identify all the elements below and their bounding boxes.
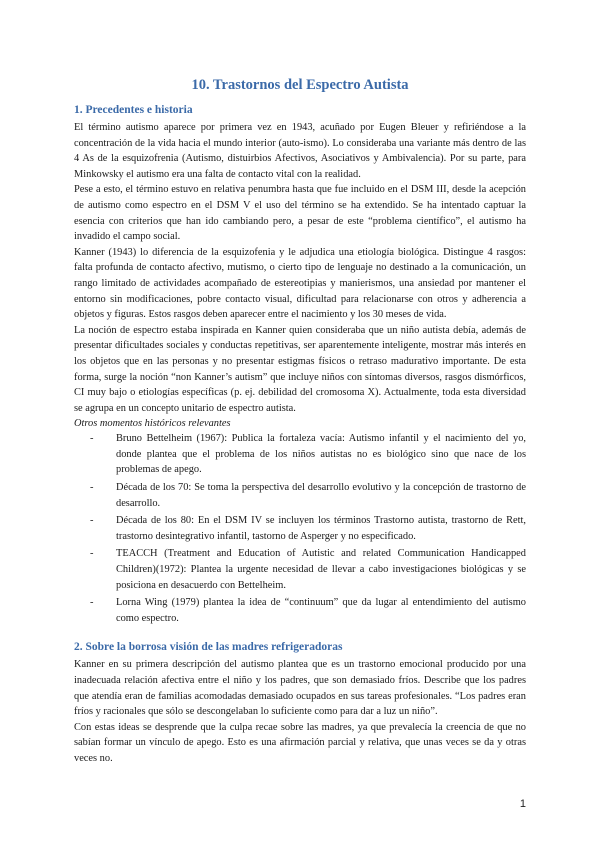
list-item [90, 513, 526, 544]
document-page [74, 76, 526, 767]
section-1-paragraph-2: Pese a esto, el término estuvo en relativa penumbra hasta que fue incluido en el DSM III, desde la acepción de autismo como espectro en el DSM V el uso del término se ha extendido. Se ha intentado captuar la esencia con criterios que han ido cambiando pero, a pesar de este “problema científico”, el autismo ha invadido el campo social. [74, 184, 526, 243]
page-number: 1 [519, 798, 526, 810]
section-1-paragraph-1: El término autismo aparece por primera vez en 1943, acuñado por Eugen Bleuer y refiriéndose a la concentración de la vida hacia el mundo interior (auto-ismo). Lo consideraba una variante más dentro de las 4 As de la esquizofrenia (Autismo, distuirbios Afectivos, Asociativos y Ambivalencia). Por su parte, para Minkowsky el autismo era una falta de contacto vital con la realidad. [74, 122, 526, 180]
list-item [90, 595, 526, 626]
dash-bullet: - [90, 548, 94, 560]
list-item-text: Década de los 70: Se toma la perspectiva del desarrollo evolutivo y la concepción de trastorno de desarrollo. [116, 482, 526, 509]
list-item [90, 546, 526, 593]
section-1-paragraph-3: Kanner (1943) lo diferencia de la esquizofenia y le adjudica una etiología biológica. Distingue 4 rasgos: falta profunda de contacto afectivo, mutismo, o cierto tipo de lenguaje no destinado a la comunicación, un rango limitado de actividades acompañado de estereotipias y manierismos, una ansiedad por mantener el entorno sin modificaciones, pobre contacto visual, dificultad para relacionarse con otros y adherencia a objetos y figuras. Estos rasgos deben aparecer entre el nacimiento y los 30 meses de vida. [74, 246, 526, 321]
section-2-paragraph-2: Con estas ideas se desprende que la culpa recae sobre las madres, ya que prevalecía la creencia de que no sabían formar un vínculo de apego. Esto es una afirmación parcial y relativa, que unas veces se da y otras veces no. [74, 721, 526, 764]
dash-bullet: - [90, 515, 94, 527]
dash-bullet: - [90, 433, 94, 445]
dash-bullet: - [90, 482, 94, 494]
section-2-heading: 2. Sobre la borrosa visión de las madres refrigeradoras [74, 641, 343, 654]
historical-moments-list [74, 431, 526, 626]
dash-bullet: - [90, 597, 94, 609]
list-item [90, 431, 526, 478]
section-1-heading: 1. Precedentes e historia [74, 104, 193, 116]
section-1-subheading: Otros momentos históricos relevantes [74, 418, 231, 430]
section-2-paragraph-1: Kanner en su primera descripción del autismo plantea que es un trastorno emocional producido por una inadecuada relación afectiva entre el niño y los padres, que son demasiado fríos. Describe que los padres que atendía eran de familias acomodadas demasiado ocupados en sus tareas profesionales. “Los padres eran fríos y racionales que sólo se descongelaban lo suficiente como para dar a luz un niño”. [74, 659, 526, 718]
document-title: 10. Trastornos del Espectro Autista [191, 77, 409, 93]
list-item-text: TEACCH (Treatment and Education of Autistic and related Communication Handicapped Children)(1972): Plantea la urgente necesidad de llevar a cabo investigaciones biológicas y se posiciona en desacuerdo con Bettelheim. [116, 548, 526, 591]
section-1-paragraph-4: La noción de espectro estaba inspirada en Kanner quien consideraba que un niño autista debía, además de presentar dificultades sociales y conductas repetitivas, ser aparentemente inteligente, mostrar más interés en los objetos que en las personas y no presentar estigmas físicos o retraso madurativo importante. De esta forma, surge la noción “non Kanner’s autism” que incluye niños con síntomas diversos, rasgos dismórficos, CI muy bajo o etiologías específicas (p. ej. debilidad del cromosoma X). Actualmente, toda esta diversidad se agrupa en un concepto unitario de espectro autista. [74, 324, 526, 414]
list-item-text: Lorna Wing (1979) plantea la idea de “continuum” que da lugar al entendimiento del autismo como espectro. [116, 597, 526, 624]
list-item [90, 480, 526, 511]
list-item-text: Década de los 80: En el DSM IV se incluyen los términos Trastorno autista, trastorno de Rett, trastorno desintegrativo infantil, tastorno de Asperger y no especificado. [116, 515, 526, 542]
list-item-text: Bruno Bettelheim (1967): Publica la fortaleza vacía: Autismo infantil y el nacimiento del yo, donde plantea que el problema de los niños autistas no es biológico sino que nace de los problemas de apego. [116, 433, 526, 476]
